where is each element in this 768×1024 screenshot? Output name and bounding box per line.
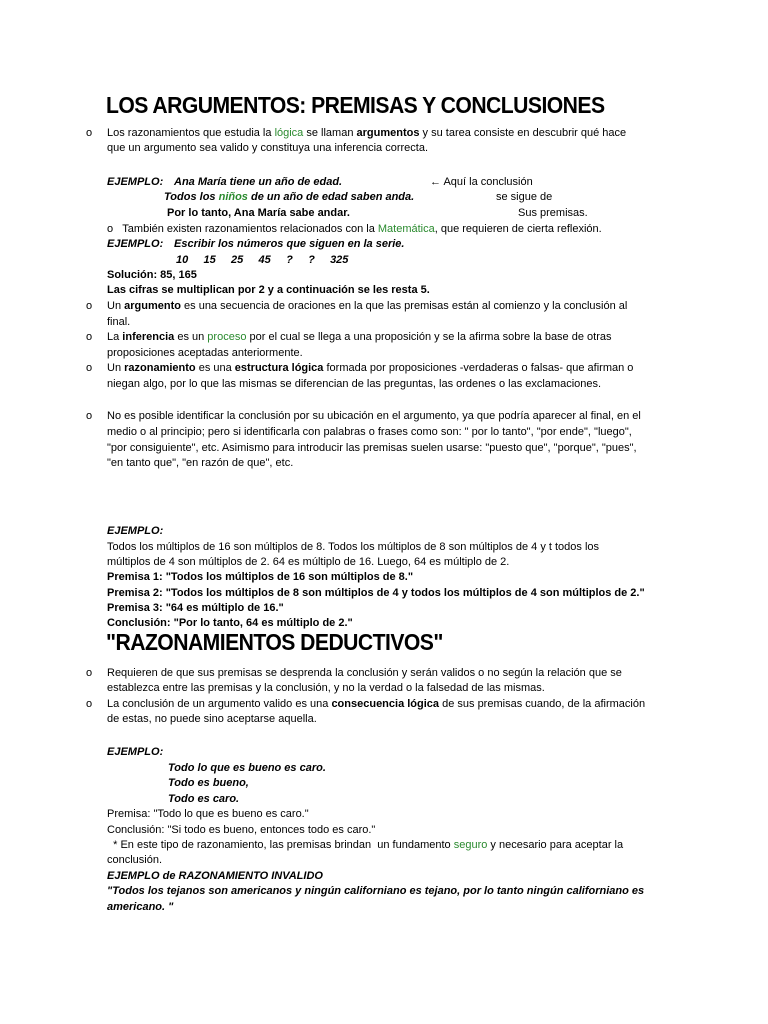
premise-line: Premisa 1: "Todos los múltiplos de 16 son múltiplos de 8." [107, 571, 414, 583]
text: formada por proposiciones -verdaderas o falsas- que afirman o [323, 362, 634, 374]
paragraph-line: niegan algo, por lo que las mismas se diferencian de las preguntas, las ordenes o las exclamaciones. [107, 378, 602, 390]
example-line: Todo es bueno, [168, 777, 249, 789]
example-line: Ana María tiene un año de edad. [174, 176, 343, 188]
bullet-marker: o [86, 362, 93, 374]
page-title: LOS ARGUMENTOS: PREMISAS Y CONCLUSIONES [106, 92, 605, 118]
paragraph-inferencia [107, 330, 611, 346]
example-line: Todo es caro. [168, 793, 240, 805]
section-title: "RAZONAMIENTOS DEDUCTIVOS" [106, 629, 443, 655]
example-label: EJEMPLO: [107, 525, 164, 537]
text: Los razonamientos que estudia la [107, 127, 275, 139]
bullet-marker: o [86, 331, 93, 343]
text: , que requieren de cierta reflexión. [434, 223, 602, 235]
paragraph-argumento [107, 299, 627, 315]
paragraph-line: medio o al principio; pero si identificarla con palabras o frases como son: " por lo tanto", "por ende", "luego", [107, 426, 632, 438]
bold-term: argumento [124, 300, 181, 312]
example-label: EJEMPLO: [107, 746, 164, 758]
link-proceso[interactable]: proceso [207, 331, 247, 343]
text: de un año de edad saben anda. [247, 191, 415, 203]
example-line: Todo lo que es bueno es caro. [168, 762, 326, 774]
text: * En este tipo de razonamiento, las premisas brindan un fundamento [107, 839, 454, 851]
example-line: "Todos los tejanos son americanos y ningún californiano es tejano, por lo tanto ningún californiano es [107, 885, 645, 897]
paragraph-line: de estas, no puede sino aceptarse aquella. [107, 713, 317, 725]
text: es una secuencia de oraciones en la que las premisas están al comienzo y la conclusión al [180, 300, 628, 312]
note-line: conclusión. [107, 854, 163, 866]
text: Un [107, 362, 125, 374]
link-ninos[interactable]: niños [218, 191, 248, 203]
bold-term: inferencia [122, 331, 175, 343]
paragraph-line: No es posible identificar la conclusión por su ubicación en el argumento, ya que podría aparecer al final, en el [107, 410, 641, 422]
paragraph-line: que un argumento sea valido y constituya una inferencia correcta. [107, 142, 429, 154]
example-line [164, 190, 414, 206]
example-label: EJEMPLO: [107, 238, 164, 250]
paragraph-laconclusion [107, 697, 645, 713]
example-label: EJEMPLO de RAZONAMIENTO INVALIDO [107, 870, 323, 882]
paragraph-line: "en tanto que", "en razón de que", etc. [107, 457, 294, 469]
text: y necesario para aceptar la [487, 839, 624, 851]
paragraph-razonamientos [107, 126, 626, 142]
example-line: múltiplos de 4 son múltiplos de 2. 64 es múltiplo de 16. Luego, 64 es múltiplo de 2. [107, 556, 510, 568]
text: Un [107, 300, 125, 312]
paragraph-line: final. [107, 316, 131, 328]
premise-line: Premisa 2: "Todos los múltiplos de 8 son múltiplos de 4 y todos los múltiplos de 4 son múltiplos de 2." [107, 587, 645, 599]
paragraph-razonamiento [107, 361, 633, 377]
example-line: Por lo tanto, Ana María sabe andar. [167, 207, 350, 219]
annotation-side: se sigue de [496, 191, 553, 203]
number-series: 10 15 25 45 ? ? 325 [176, 254, 349, 266]
note-line [107, 838, 623, 854]
link-logica[interactable]: lógica [274, 127, 304, 139]
bold-term: razonamiento [124, 362, 196, 374]
example-label: EJEMPLO: [107, 176, 164, 188]
bullet-marker: o [86, 698, 93, 710]
bold-term: argumentos [356, 127, 420, 139]
text: de sus premisas cuando, de la afirmación [439, 698, 646, 710]
paragraph-line: "por consiguiente", etc. Asimismo para introducir las premisas suelen usarse: "puesto que", "porque", "pues", [107, 442, 637, 454]
text: La [107, 331, 123, 343]
premise-line: Premisa: "Todo lo que es bueno es caro." [107, 808, 309, 820]
conclusion-line: Conclusión: "Por lo tanto, 64 es múltiplo de 2." [107, 617, 353, 629]
premise-line: Premisa 3: "64 es múltiplo de 16." [107, 602, 284, 614]
bullet-marker: o [86, 127, 93, 139]
example-line: Todos los múltiplos de 16 son múltiplos de 8. Todos los múltiplos de 8 son múltiplos de 4 y t todos los [107, 541, 600, 553]
paragraph-line: proposiciones aceptadas anteriormente. [107, 347, 303, 359]
bold-term: consecuencia lógica [331, 698, 440, 710]
bold-term: estructura lógica [234, 362, 324, 374]
annotation-arrow: ← Aquí la conclusión [430, 176, 533, 188]
link-matematica[interactable]: Matemática [377, 223, 435, 235]
bullet-marker: o [86, 300, 93, 312]
annotation-side: Sus premisas. [518, 207, 588, 219]
text: es un [174, 331, 208, 343]
text: También existen razonamientos relacionados con la [122, 223, 378, 235]
example-line: americano. " [107, 901, 174, 913]
bullet-marker: o [107, 223, 114, 235]
rule-line: Las cifras se multiplican por 2 y a continuación se les resta 5. [107, 284, 430, 296]
conclusion-line: Conclusión: "Si todo es bueno, entonces todo es caro." [107, 824, 376, 836]
solution-line: Solución: 85, 165 [107, 269, 197, 281]
text: es una [195, 362, 235, 374]
example-line: Escribir los números que siguen en la serie. [174, 238, 405, 250]
link-seguro[interactable]: seguro [453, 839, 488, 851]
paragraph-line: establezca entre las premisas y la conclusión, y no la verdad o la falsedad de las mismas. [107, 682, 545, 694]
text: por el cual se llega a una proposición y se la afirma sobre la base de otras [246, 331, 612, 343]
bullet-marker: o [86, 410, 93, 422]
text: se llaman [303, 127, 357, 139]
paragraph-line: Requieren de que sus premisas se desprenda la conclusión y serán validos o no según la relación que se [107, 667, 622, 679]
paragraph-tambien [107, 222, 602, 238]
text: Todos los [164, 191, 219, 203]
text: y su tarea consiste en descubrir qué hace [419, 127, 627, 139]
bullet-marker: o [86, 667, 93, 679]
text: La conclusión de un argumento valido es una [107, 698, 332, 710]
